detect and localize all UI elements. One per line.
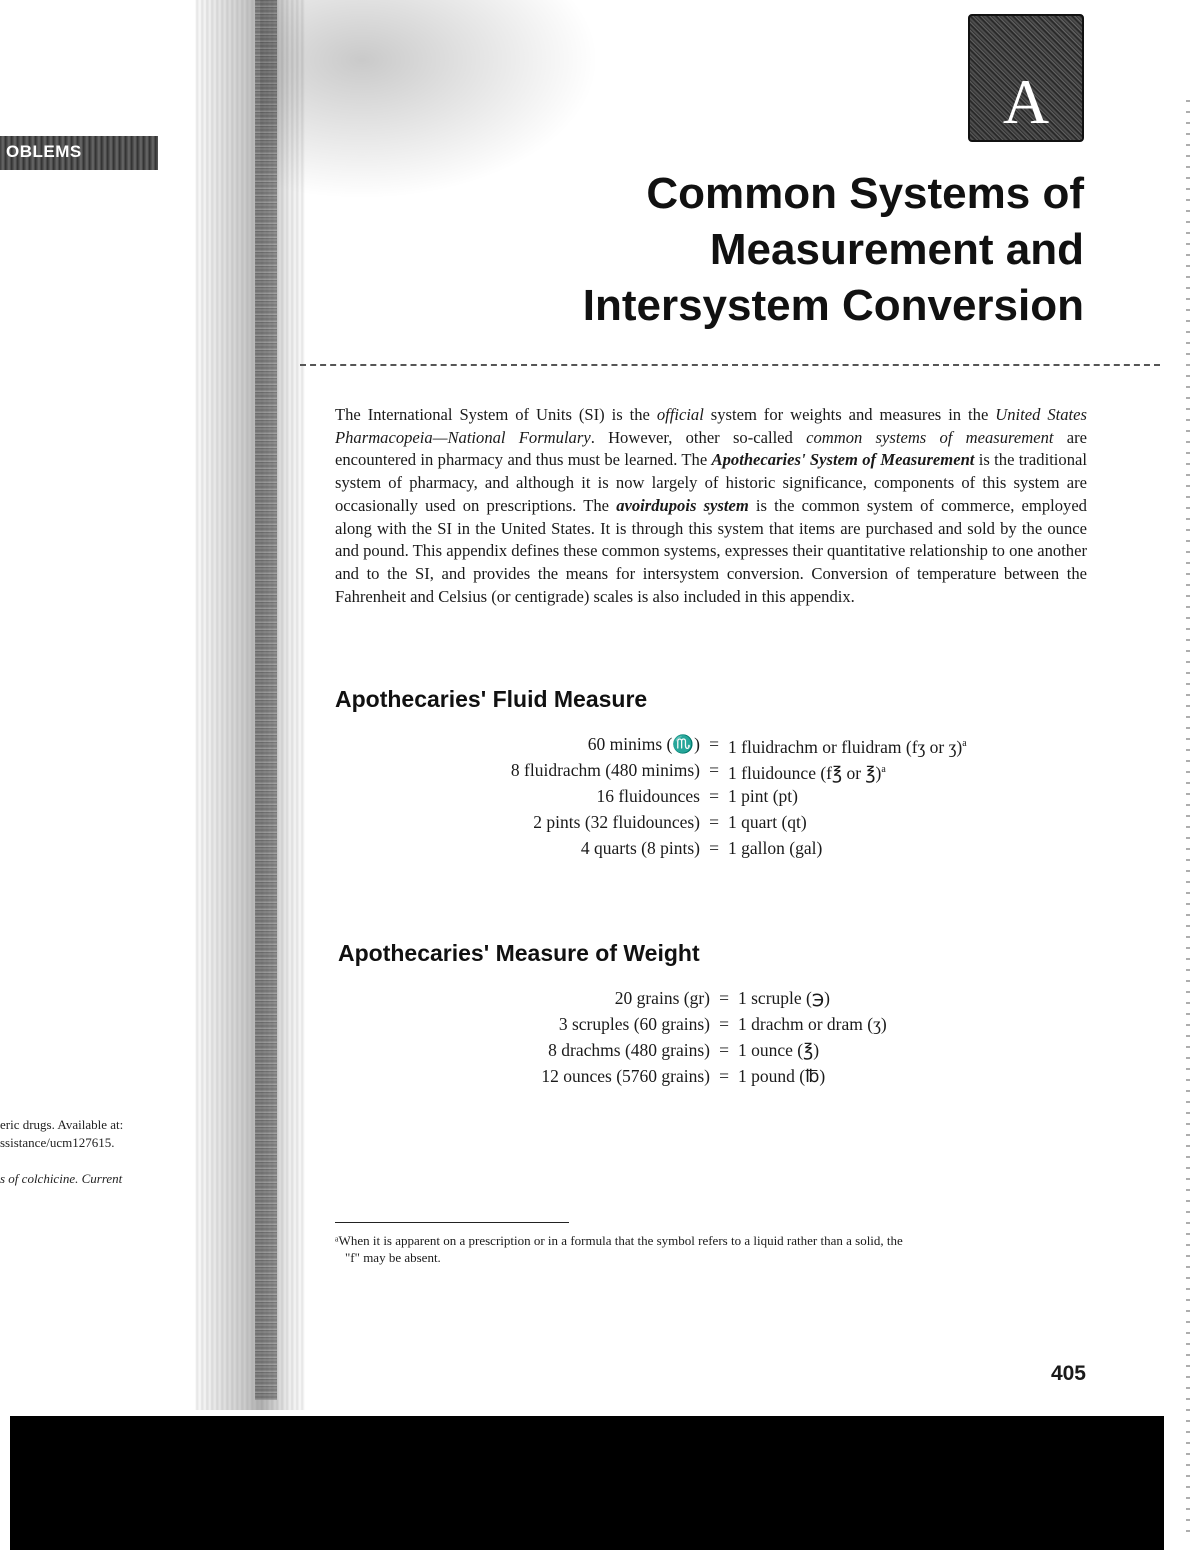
intro-text: The International System of Units (SI) is the	[335, 405, 657, 424]
weight-row-left: 8 drachms (480 grains)	[548, 1040, 710, 1060]
title-line-1: Common Systems of	[646, 169, 1084, 218]
weight-row-right: 1 drachm or dram (ʒ)	[738, 1014, 887, 1034]
fluid-row-right-text: 1 fluidrachm or fluidram (fʒ or ʒ)	[728, 736, 963, 757]
weight-row	[0, 1064, 1200, 1088]
weight-row-right: 1 scruple (℈)	[738, 988, 830, 1008]
footnote-marker: a	[962, 738, 967, 749]
footnote-line-1: ᵃWhen it is apparent on a prescription or in a formula that the symbol refers to a liquid rather than a solid, the	[335, 1233, 903, 1248]
chapter-badge	[968, 14, 1084, 142]
title-line-3: Intersystem Conversion	[582, 281, 1084, 330]
fluid-row	[0, 758, 1200, 782]
equals-sign: =	[709, 786, 719, 806]
equals-sign: =	[709, 838, 719, 858]
fluid-row-left: 4 quarts (8 pints)	[580, 838, 700, 858]
weight-row	[0, 986, 1200, 1010]
margin-text-line: eric drugs. Available at:	[0, 1117, 124, 1132]
fluid-row-left: 60 minims (♏)	[587, 734, 700, 754]
fluid-row-right: 1 quart (qt)	[728, 812, 807, 832]
fluid-row-right	[728, 732, 967, 759]
scan-bottom-shadow	[10, 1416, 1164, 1550]
equals-sign: =	[709, 760, 719, 780]
footnote-marker: a	[881, 764, 886, 775]
weight-measure-heading: Apothecaries' Measure of Weight	[338, 940, 700, 966]
side-tab-label: OBLEMS	[6, 142, 82, 161]
equals-sign: =	[719, 1066, 729, 1086]
intro-common-systems: common systems of measurement	[806, 427, 1054, 447]
intro-text: is the common system of commerce, employed along with the SI in the United States. It is through this system that items are purchased and sold by the ounce and pound. This appendix defines these common systems, expresses their quantitative relationship to one another and to the SI, and provides the means for intersystem conversion. Conversion of temperature between the Fahrenheit and Celsius (or centigrade) scales is also included in this appendix.	[335, 495, 1087, 606]
fluid-row	[0, 732, 1200, 756]
equals-sign: =	[709, 812, 719, 832]
intro-usp-nf: United States Pharmacopeia—National Formulary	[335, 405, 1087, 447]
intro-apothecaries: Apothecaries' System of Measurement	[711, 450, 975, 470]
weight-row-left: 20 grains (gr)	[614, 988, 710, 1008]
margin-text-line: s of colchicine. Current	[0, 1171, 123, 1186]
weight-row	[0, 1012, 1200, 1036]
fluid-row-right	[728, 758, 886, 785]
scan-edge-dots	[1186, 100, 1190, 1540]
weight-row-left: 3 scruples (60 grains)	[558, 1014, 710, 1034]
side-tab	[0, 136, 158, 170]
intro-avoirdupois: avoirdupois system	[616, 495, 749, 515]
intro-official: official	[656, 405, 704, 424]
intro-text: system for weights and measures in the	[703, 405, 996, 424]
fluid-measure-heading: Apothecaries' Fluid Measure	[335, 686, 648, 712]
fluid-row-left: 8 fluidrachm (480 minims)	[510, 760, 700, 780]
equals-sign: =	[719, 1040, 729, 1060]
chapter-letter: A	[1002, 66, 1050, 137]
binding-gutter-shadow	[195, 0, 305, 1410]
weight-row-right: 1 ounce (℥)	[738, 1040, 820, 1060]
fluid-row-left: 2 pints (32 fluidounces)	[533, 812, 700, 832]
equals-sign: =	[709, 734, 719, 754]
footnote-rule	[335, 1222, 569, 1223]
title-line-2: Measurement and	[709, 225, 1084, 274]
intro-paragraph	[335, 404, 1087, 608]
fluid-row	[0, 784, 1200, 808]
intro-text: are encountered in pharmacy and thus must be learned. The	[335, 427, 1088, 470]
weight-row-left: 12 ounces (5760 grains)	[541, 1066, 710, 1086]
footnote-line-2: "f" may be absent.	[345, 1250, 441, 1265]
intro-text: . However, other so-called	[590, 427, 807, 447]
title-divider	[300, 364, 1160, 366]
fluid-row	[0, 810, 1200, 834]
intro-text: is the traditional system of pharmacy, and although it is now largely of historic significance, components of this system are occasionally used on prescriptions. The	[335, 450, 1087, 515]
fluid-row-right: 1 pint (pt)	[728, 786, 798, 806]
fluid-row-right-text: 1 fluidounce (f℥ or ℥)	[728, 762, 882, 783]
equals-sign: =	[719, 988, 729, 1008]
footnote	[335, 1232, 1087, 1266]
weight-row	[0, 1038, 1200, 1062]
equals-sign: =	[719, 1014, 729, 1034]
fluid-row-left: 16 fluidounces	[596, 786, 700, 806]
binding-spine	[255, 0, 277, 1400]
weight-row-right: 1 pound (℔)	[738, 1066, 826, 1086]
margin-text-line: ssistance/ucm127615.	[0, 1135, 115, 1150]
fluid-row-right: 1 gallon (gal)	[728, 838, 823, 858]
page-number: 405	[1050, 1362, 1086, 1385]
page-title	[464, 166, 1084, 334]
fluid-row	[0, 836, 1200, 860]
